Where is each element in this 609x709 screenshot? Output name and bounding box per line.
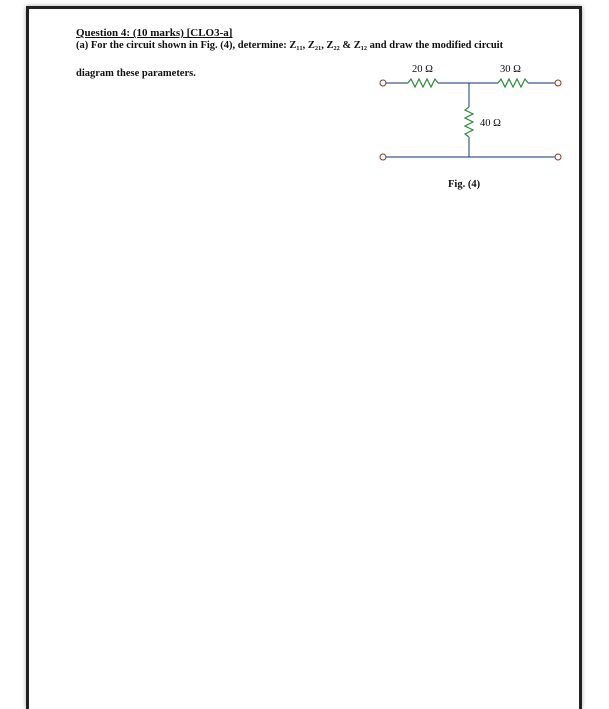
question-title: Question 4: (10 marks) [CLO3-a] <box>76 27 233 39</box>
label-r3: 40 Ω <box>480 118 501 129</box>
label-r1: 20 Ω <box>412 64 433 75</box>
question-text-line-2: diagram these parameters. <box>76 68 196 79</box>
resistor-30-ohm <box>498 79 528 87</box>
label-r2: 30 Ω <box>500 64 521 75</box>
question-text-line-1: (a) For the circuit shown in Fig. (4), determine: Z₁₁, Z₂₁, Z₂₂ & Z₁₂ and draw the modified circuit <box>76 40 504 51</box>
terminal-top-left <box>380 80 386 86</box>
resistor-20-ohm <box>408 79 438 87</box>
terminal-bottom-left <box>380 154 386 160</box>
figure-caption: Fig. (4) <box>448 179 481 190</box>
circuit-figure <box>370 55 580 200</box>
terminal-bottom-right <box>555 154 561 160</box>
terminal-top-right <box>555 80 561 86</box>
resistor-40-ohm <box>465 107 473 137</box>
